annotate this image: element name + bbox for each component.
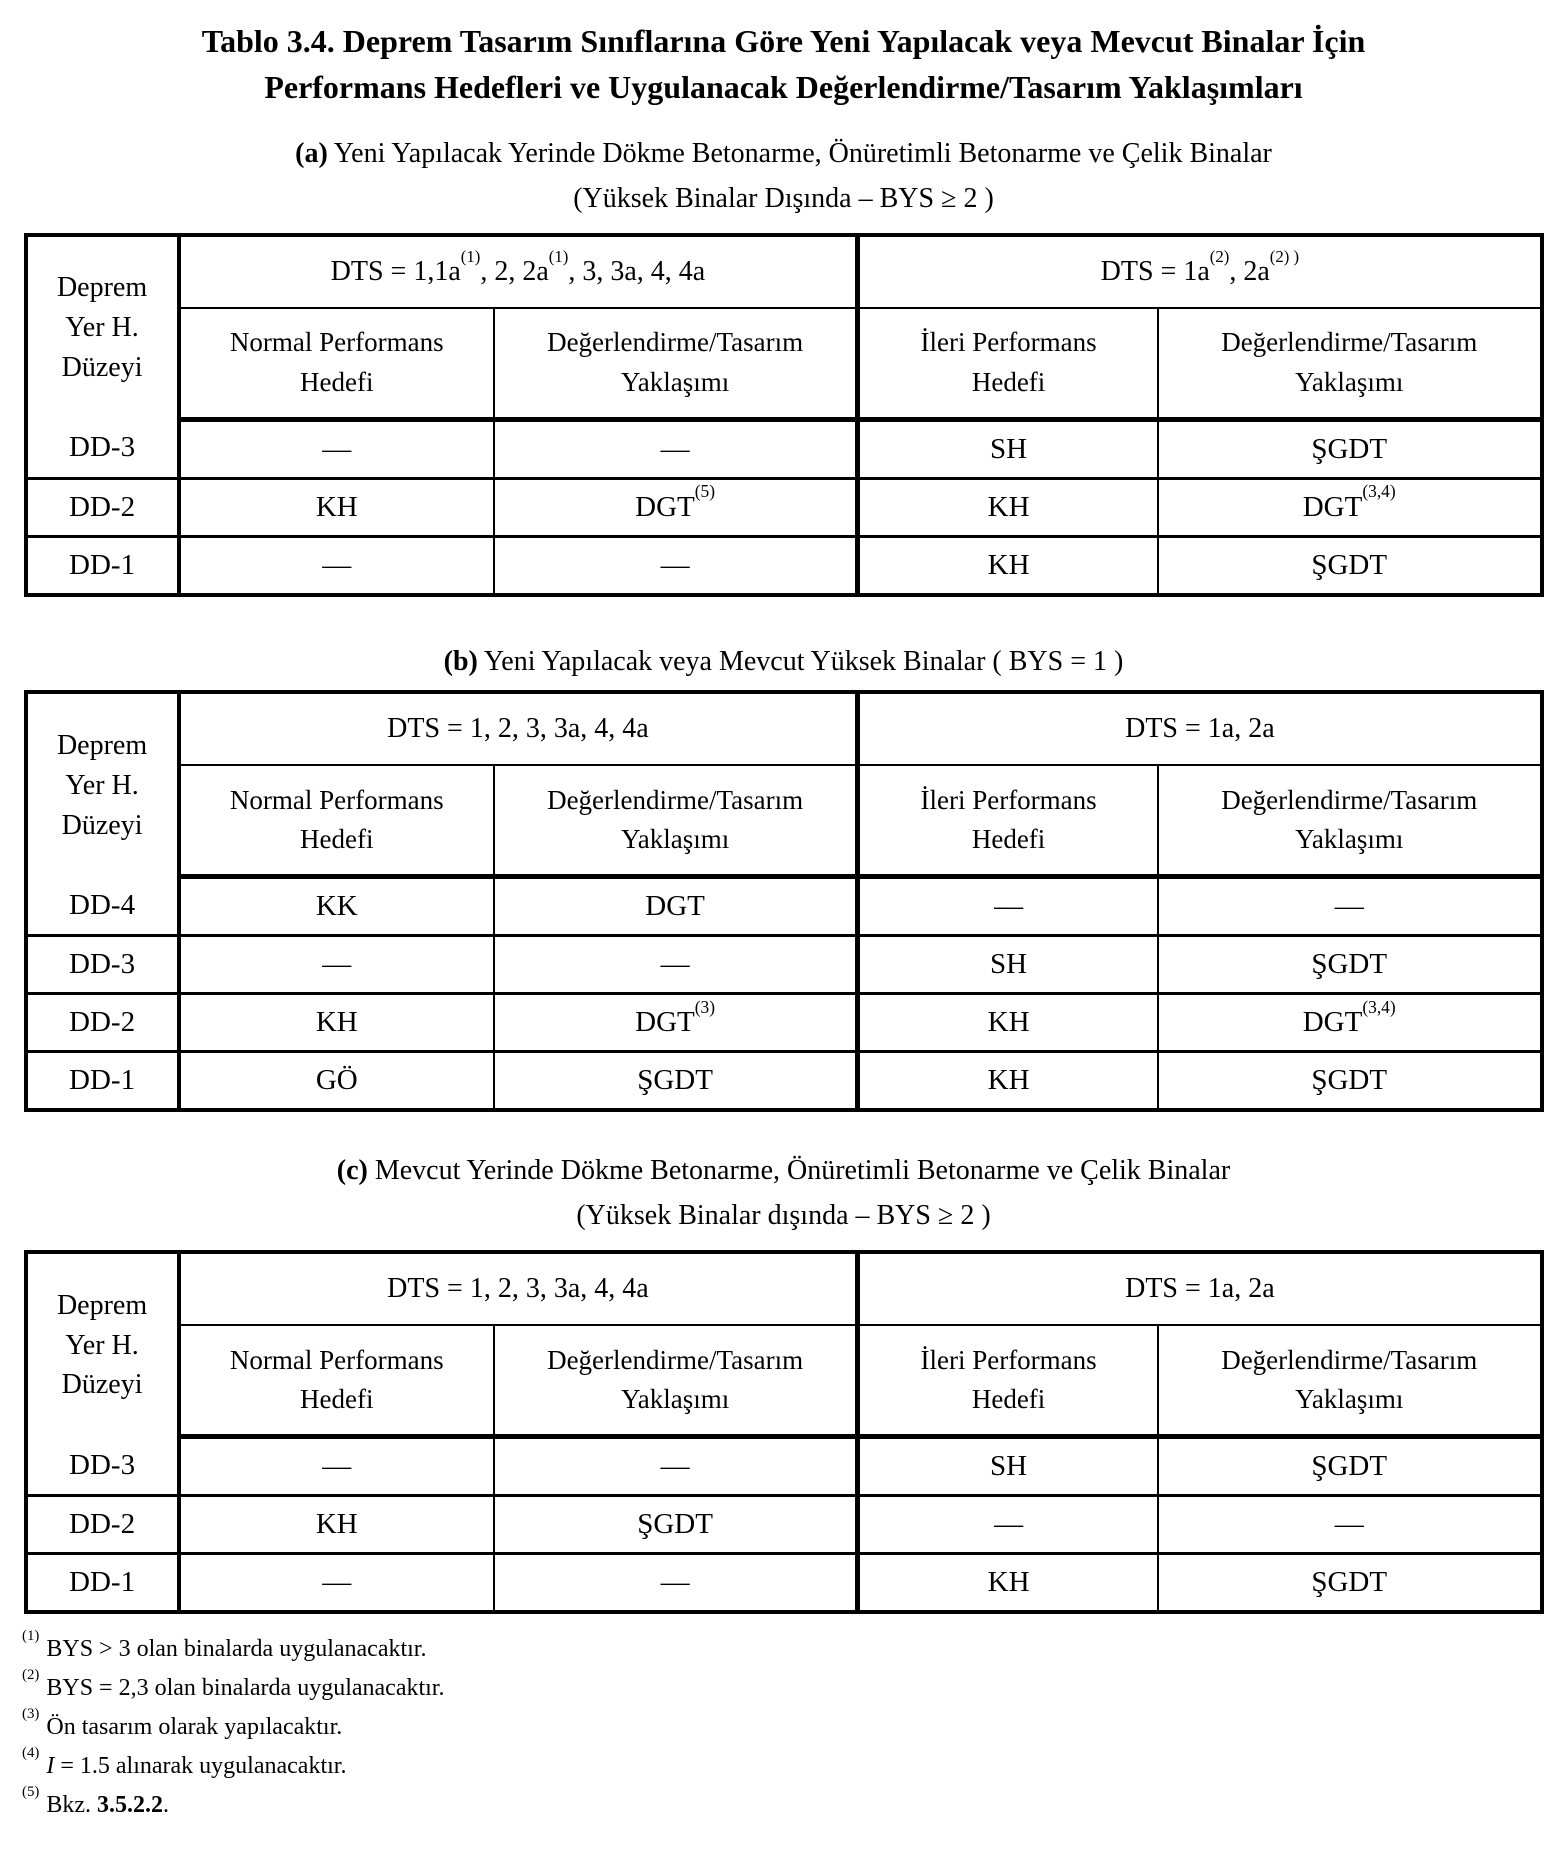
table-cell: KH	[858, 478, 1158, 536]
table-cell: ŞGDT	[1158, 419, 1542, 478]
corner-line: Yer H.	[65, 311, 139, 343]
table-cell: DGT$^{(3)}$	[494, 994, 858, 1052]
column-header: İleri Performans Hedefi	[858, 1325, 1158, 1437]
table-cell: GÖ	[179, 1052, 494, 1111]
table-cell: ŞGDT	[1158, 936, 1542, 994]
table-cell: DGT	[494, 877, 858, 936]
section-a-caption-text: Yeni Yapılacak Yerinde Dökme Betonarme, Önüretimli Betonarme ve Çelik Binalar	[327, 137, 1272, 169]
table-cell: DGT$^{(3,4)}$	[1158, 994, 1542, 1052]
column-header: Normal Performans Hedefi	[179, 1325, 494, 1437]
section-a	[16, 135, 1551, 597]
column-header: Değerlendirme/Tasarım Yaklaşımı	[494, 1325, 858, 1437]
section-b	[16, 643, 1551, 1113]
table-cell: KH	[179, 478, 494, 536]
table-cell: —	[494, 936, 858, 994]
table-cell: —	[494, 536, 858, 595]
corner-line: Düzeyi	[61, 351, 143, 383]
performance-table-c	[24, 1250, 1544, 1614]
table-cell: —	[1158, 877, 1542, 936]
group-header-dts-left: DTS = 1, 2, 3, 3a, 4, 4a	[179, 1252, 858, 1325]
footnote-1: $^{(1)}$ BYS > 3 olan binalarda uygulanacaktır.	[22, 1628, 427, 1663]
column-header: Değerlendirme/Tasarım Yaklaşımı	[494, 765, 858, 877]
group-header-dts-left: DTS = 1, 2, 3, 3a, 4, 4a	[179, 692, 858, 765]
column-header: Değerlendirme/Tasarım Yaklaşımı	[1158, 1325, 1542, 1437]
row-header: DD-2	[26, 478, 179, 536]
table-cell: ŞGDT	[1311, 1064, 1388, 1097]
footnote-marker: (1)	[22, 1628, 40, 1645]
table-cell: —	[179, 419, 494, 478]
row-header: DD-1	[26, 536, 179, 595]
group-header-dts-right: DTS = 1a, 2a	[858, 692, 1542, 765]
footnote-5: $^{(5)}$ Bkz. 3.5.2.2.	[22, 1783, 170, 1818]
row-header: DD-2	[26, 1496, 179, 1554]
footnote-marker: (3)	[22, 1706, 40, 1723]
row-header: DD-1	[26, 1052, 179, 1111]
section-a-caption	[16, 135, 1551, 173]
table-cell: —	[494, 1554, 858, 1613]
footnotes	[22, 1630, 1551, 1824]
table-cell: KH	[858, 536, 1158, 595]
column-header: Normal Performans Hedefi	[179, 308, 494, 420]
section-b-caption	[16, 643, 1551, 681]
table-cell: ––	[858, 1496, 1158, 1554]
table-cell: ŞGDT	[1311, 548, 1388, 581]
table-cell: —	[494, 1437, 858, 1496]
table-cell: ŞGDT	[494, 1496, 858, 1554]
corner-line: Yer H.	[65, 1329, 139, 1361]
column-header: Değerlendirme/Tasarım Yaklaşımı	[1158, 765, 1542, 877]
footnote-2: $^{(2)}$ BYS = 2,3 olan binalarda uygulanacaktır.	[22, 1667, 445, 1702]
corner-line: Düzeyi	[61, 809, 143, 841]
table-cell: KH	[179, 994, 494, 1052]
row-header: DD-2	[26, 994, 179, 1052]
performance-table-a	[24, 233, 1544, 597]
corner-line: Düzeyi	[61, 1369, 143, 1401]
corner-line: Deprem	[56, 272, 148, 304]
column-header: Değerlendirme/Tasarım Yaklaşımı	[494, 308, 858, 420]
row-header: DD-3	[26, 419, 179, 478]
section-a-label: (a)	[295, 137, 328, 169]
corner-line: Yer H.	[65, 769, 139, 801]
table-cell: SH	[858, 419, 1158, 478]
group-header-dts-right: DTS = $1a^{(2)}$, $2a^{(2) )}$	[858, 235, 1542, 308]
table-cell: DGT$^{(5)}$	[494, 478, 858, 536]
row-header: DD-1	[26, 1554, 179, 1613]
column-header: İleri Performans Hedefi	[858, 765, 1158, 877]
table-cell: KH	[858, 1052, 1158, 1111]
section-c-caption-text: Mevcut Yerinde Dökme Betonarme, Önüretimli Betonarme ve Çelik Binalar	[367, 1155, 1231, 1187]
table-cell: —	[179, 536, 494, 595]
corner-line: Deprem	[56, 1289, 148, 1321]
table-cell: —	[179, 936, 494, 994]
table-title	[46, 18, 1521, 111]
table-title-line2: Performans Hedefleri ve Uygulanacak Değerlendirme/Tasarım Yaklaşımları	[264, 69, 1303, 106]
table-cell: DGT$^{(3,4)}$	[1158, 478, 1542, 536]
footnote-3: $^{(3)}$ Ön tasarım olarak yapılacaktır.	[22, 1706, 343, 1740]
table-cell: KH	[858, 1554, 1158, 1613]
corner-header	[26, 692, 179, 877]
column-header: Değerlendirme/Tasarım Yaklaşımı	[1158, 308, 1542, 420]
footnote-marker: (2)	[22, 1667, 40, 1684]
table-cell: SH	[858, 936, 1158, 994]
section-c-caption	[16, 1152, 1551, 1190]
table-cell: SH	[858, 1437, 1158, 1496]
table-cell: ŞGDT	[494, 1052, 858, 1111]
row-header: DD-3	[26, 1437, 179, 1496]
group-header-dts-left: DTS = $1,1a^{(1)}$, 2, $2a^{(1)}$, 3, 3a, 4, 4a	[179, 235, 858, 308]
section-c-subcaption: (Yüksek Binalar dışında – BYS ≥ 2 )	[576, 1200, 991, 1232]
table-cell: —	[1158, 1496, 1542, 1554]
section-c	[16, 1152, 1551, 1614]
corner-header	[26, 235, 179, 420]
corner-header	[26, 1252, 179, 1437]
corner-line: Deprem	[56, 730, 148, 761]
section-c-label: (c)	[336, 1155, 368, 1187]
section-a-subcaption: (Yüksek Binalar Dışında – BYS ≥ 2 )	[573, 182, 994, 214]
table-cell: KH	[858, 994, 1158, 1052]
performance-table-b	[24, 690, 1544, 1112]
table-cell: KK	[179, 877, 494, 936]
table-title-line1: Tablo 3.4. Deprem Tasarım Sınıflarına Göre Yeni Yapılacak veya Mevcut Binalar İçin	[201, 23, 1366, 59]
table-cell: ŞGDT	[1158, 1437, 1542, 1496]
footnote-marker: (4)	[22, 1745, 40, 1762]
table-cell: ––	[858, 877, 1158, 936]
table-cell: KH	[179, 1496, 494, 1554]
table-cell: —	[494, 419, 858, 478]
row-header: DD-4	[26, 877, 179, 936]
footnote-marker: (5)	[22, 1783, 40, 1800]
group-header-dts-right: DTS = 1a, 2a	[858, 1252, 1542, 1325]
table-cell: ŞGDT	[1311, 1566, 1388, 1599]
column-header: İleri Performans Hedefi	[858, 308, 1158, 420]
table-cell: —	[179, 1554, 494, 1613]
column-header: Normal Performans Hedefi	[179, 765, 494, 877]
row-header: DD-3	[26, 936, 179, 994]
table-cell: —	[179, 1437, 494, 1496]
footnote-4: $^{(4)}$ I = 1.5 alınarak uygulanacaktır.	[22, 1745, 347, 1779]
section-b-label: (b)	[443, 645, 478, 677]
section-b-caption-text: Yeni Yapılacak veya Mevcut Yüksek Binalar ( BYS = 1 )	[477, 645, 1124, 677]
